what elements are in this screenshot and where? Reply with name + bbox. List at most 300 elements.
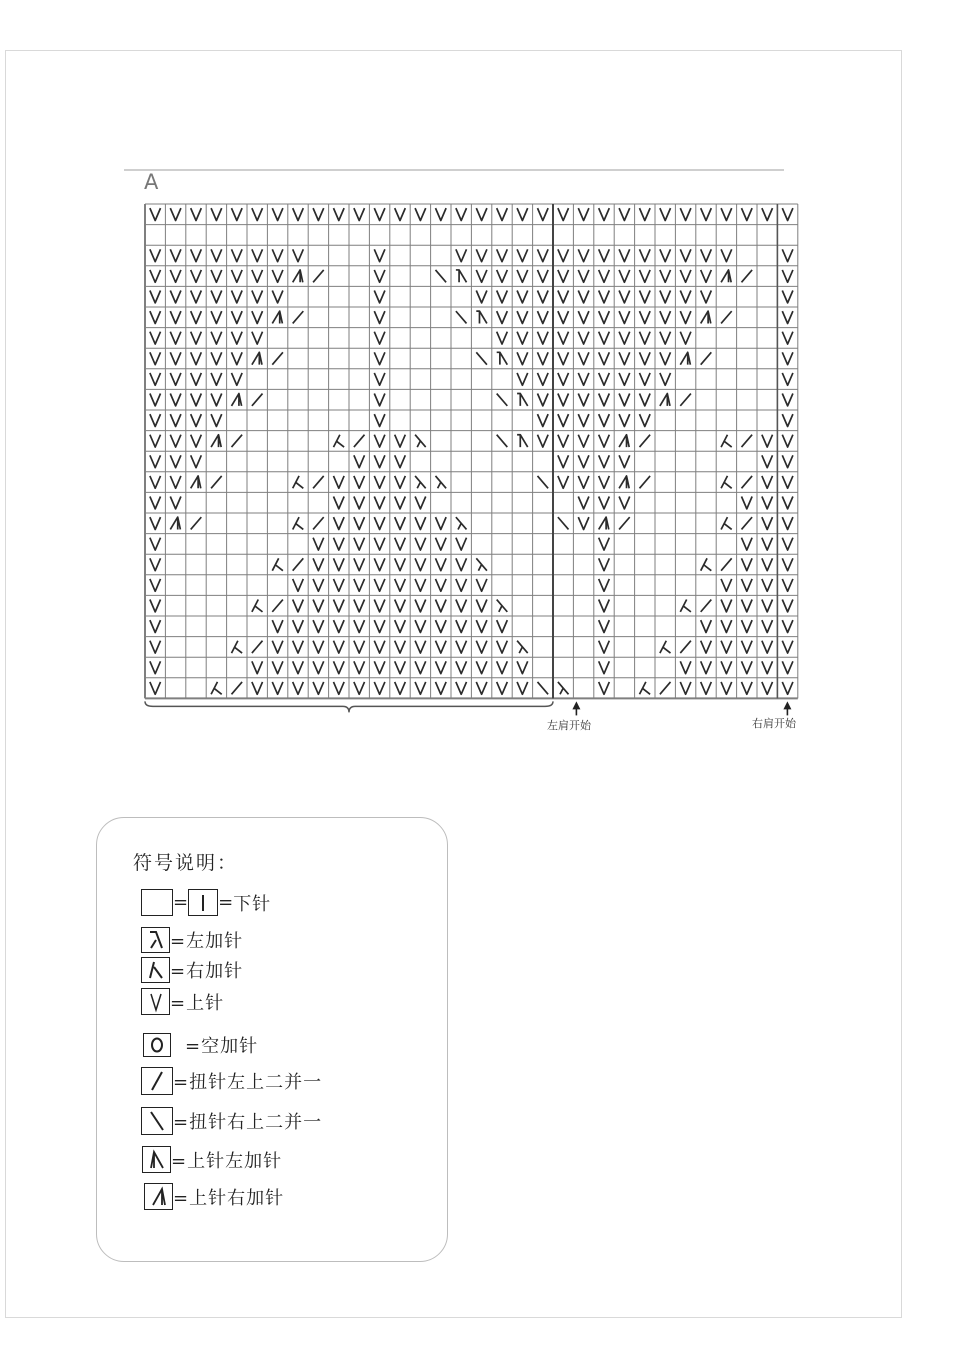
right-increase-symbol — [721, 435, 732, 447]
purl-symbol — [395, 435, 406, 447]
purl-symbol — [415, 641, 426, 653]
purl-symbol — [639, 373, 650, 385]
purl-symbol — [374, 497, 385, 509]
purl-symbol — [537, 249, 548, 261]
left-shoulder-arrow-icon — [572, 701, 580, 709]
purl-symbol — [415, 497, 426, 509]
purl-symbol — [599, 641, 610, 653]
purl-symbol — [558, 435, 569, 447]
purl-symbol — [170, 208, 181, 220]
purl-symbol — [660, 270, 671, 282]
purl-symbol — [782, 641, 793, 653]
twist-left-dec-symbol — [231, 435, 242, 447]
purl-symbol — [578, 311, 589, 323]
purl-symbol — [252, 682, 263, 694]
purl-symbol — [435, 682, 446, 694]
purl-symbol — [231, 291, 242, 303]
purl-symbol — [578, 208, 589, 220]
purl-symbol — [170, 311, 181, 323]
legend-item-twist-left — [141, 1067, 322, 1095]
purl-right-inc-symbol — [191, 476, 201, 488]
purl-symbol — [150, 476, 161, 488]
purl-symbol — [313, 208, 324, 220]
purl-right-inc-symbol — [252, 352, 262, 364]
purl-symbol — [578, 455, 589, 467]
knit-plain-icon — [141, 889, 173, 916]
purl-symbol — [150, 270, 161, 282]
purl-symbol — [395, 497, 406, 509]
twist-left-dec-symbol — [293, 558, 304, 570]
purl-symbol — [333, 620, 344, 632]
purl-symbol — [170, 435, 181, 447]
purl-symbol — [517, 682, 528, 694]
purl-symbol — [211, 332, 222, 344]
twist-left-dec-symbol — [252, 394, 263, 406]
purl-symbol — [762, 476, 773, 488]
purl-symbol — [374, 455, 385, 467]
purl-symbol — [639, 311, 650, 323]
purl-symbol — [578, 517, 589, 529]
purl-symbol — [762, 558, 773, 570]
purl-symbol — [170, 332, 181, 344]
purl-symbol — [476, 620, 487, 632]
purl-symbol — [374, 517, 385, 529]
purl-symbol — [639, 270, 650, 282]
purl-symbol — [497, 291, 508, 303]
purl-symbol — [415, 620, 426, 632]
purl-symbol — [599, 600, 610, 612]
purl-symbol — [374, 641, 385, 653]
purl-left-inc-symbol — [476, 311, 487, 323]
yarn-over-icon — [143, 1033, 171, 1057]
purl-symbol — [517, 373, 528, 385]
purl-symbol — [537, 394, 548, 406]
purl-symbol — [741, 661, 752, 673]
purl-right-inc-symbol — [211, 435, 221, 447]
purl-symbol — [782, 249, 793, 261]
purl-symbol — [782, 352, 793, 364]
purl-symbol — [252, 249, 263, 261]
purl-symbol — [497, 311, 508, 323]
purl-symbol — [476, 270, 487, 282]
purl-symbol — [354, 600, 365, 612]
purl-symbol — [537, 414, 548, 426]
purl-right-inc-symbol — [293, 270, 303, 282]
twist-left-dec-symbol — [741, 270, 752, 282]
purl-symbol — [639, 332, 650, 344]
purl-symbol — [333, 558, 344, 570]
purl-symbol — [395, 620, 406, 632]
purl-symbol — [701, 291, 712, 303]
purl-symbol — [517, 270, 528, 282]
purl-symbol — [701, 208, 712, 220]
purl-symbol — [231, 249, 242, 261]
purl-symbol — [231, 311, 242, 323]
purl-symbol — [272, 661, 283, 673]
purl-symbol — [762, 600, 773, 612]
purl-symbol — [354, 579, 365, 591]
legend-item-right-increase — [141, 957, 243, 983]
purl-symbol — [354, 208, 365, 220]
purl-symbol — [721, 579, 732, 591]
purl-symbol — [599, 620, 610, 632]
legend-text-knit: 下针 — [233, 893, 272, 915]
purl-symbol — [252, 661, 263, 673]
purl-symbol — [150, 332, 161, 344]
purl-symbol — [619, 332, 630, 344]
legend-text-purl-left-inc: =上针左加针 — [171, 1150, 283, 1172]
purl-symbol — [701, 270, 712, 282]
purl-symbol — [272, 682, 283, 694]
purl-symbol — [762, 538, 773, 550]
purl-symbol — [395, 641, 406, 653]
purl-symbol — [701, 249, 712, 261]
purl-symbol — [599, 435, 610, 447]
purl-symbol — [395, 538, 406, 550]
purl-symbol — [476, 208, 487, 220]
right-increase-symbol — [721, 476, 732, 488]
twist-left-dec-icon — [141, 1067, 173, 1095]
purl-symbol — [395, 476, 406, 488]
legend-text-twist-right: =扭针右上二并一 — [173, 1112, 323, 1133]
purl-symbol — [762, 579, 773, 591]
purl-symbol — [537, 208, 548, 220]
purl-symbol — [782, 394, 793, 406]
right-increase-symbol — [231, 641, 242, 653]
twist-left-dec-symbol — [272, 352, 283, 364]
twist-right-dec-symbol — [537, 476, 548, 488]
purl-symbol — [599, 558, 610, 570]
purl-symbol — [374, 476, 385, 488]
purl-symbol — [150, 311, 161, 323]
purl-symbol — [680, 208, 691, 220]
right-shoulder-label: 右肩开始 — [752, 717, 796, 730]
purl-symbol — [721, 208, 732, 220]
purl-symbol — [578, 249, 589, 261]
purl-symbol — [333, 579, 344, 591]
purl-symbol — [578, 270, 589, 282]
purl-symbol — [476, 600, 487, 612]
twist-right-dec-symbol — [497, 394, 508, 406]
purl-symbol — [517, 311, 528, 323]
purl-symbol — [415, 600, 426, 612]
purl-symbol — [150, 579, 161, 591]
purl-symbol — [374, 682, 385, 694]
purl-symbol — [374, 661, 385, 673]
purl-symbol — [782, 517, 793, 529]
purl-symbol — [211, 352, 222, 364]
purl-symbol — [170, 373, 181, 385]
purl-symbol — [517, 332, 528, 344]
purl-symbol — [782, 332, 793, 344]
purl-symbol — [680, 332, 691, 344]
right-increase-symbol — [660, 641, 671, 653]
purl-symbol — [170, 352, 181, 364]
purl-symbol — [456, 620, 467, 632]
purl-symbol — [150, 249, 161, 261]
purl-symbol — [741, 208, 752, 220]
legend-item-purl — [141, 988, 224, 1015]
twist-left-dec-symbol — [211, 476, 222, 488]
purl-symbol — [639, 414, 650, 426]
purl-symbol — [456, 249, 467, 261]
purl-symbol — [191, 352, 202, 364]
legend-text-left-increase: =左加针 — [170, 931, 244, 952]
purl-symbol — [456, 579, 467, 591]
purl-symbol — [639, 249, 650, 261]
left-increase-symbol — [456, 517, 467, 529]
purl-left-inc-icon — [142, 1146, 171, 1173]
purl-symbol — [537, 311, 548, 323]
purl-symbol — [456, 208, 467, 220]
purl-symbol — [191, 455, 202, 467]
legend-item-purl-left-inc — [142, 1146, 282, 1173]
purl-symbol — [782, 208, 793, 220]
purl-symbol — [558, 373, 569, 385]
purl-symbol — [558, 455, 569, 467]
purl-symbol — [762, 661, 773, 673]
purl-symbol — [741, 682, 752, 694]
purl-symbol — [191, 249, 202, 261]
purl-icon — [141, 988, 170, 1015]
purl-symbol — [517, 291, 528, 303]
purl-symbol — [558, 249, 569, 261]
purl-symbol — [150, 538, 161, 550]
purl-symbol — [701, 641, 712, 653]
purl-symbol — [558, 208, 569, 220]
purl-symbol — [374, 538, 385, 550]
purl-symbol — [619, 455, 630, 467]
purl-left-inc-symbol — [517, 394, 528, 406]
right-increase-symbol — [333, 435, 344, 447]
purl-symbol — [680, 311, 691, 323]
purl-symbol — [395, 517, 406, 529]
purl-right-inc-symbol — [680, 352, 690, 364]
twist-left-dec-symbol — [313, 270, 324, 282]
purl-symbol — [395, 600, 406, 612]
purl-symbol — [313, 600, 324, 612]
purl-symbol — [313, 579, 324, 591]
purl-symbol — [150, 620, 161, 632]
purl-symbol — [374, 435, 385, 447]
purl-symbol — [374, 270, 385, 282]
purl-symbol — [476, 249, 487, 261]
purl-symbol — [517, 249, 528, 261]
purl-symbol — [150, 600, 161, 612]
purl-symbol — [782, 682, 793, 694]
purl-symbol — [599, 270, 610, 282]
purl-symbol — [741, 497, 752, 509]
purl-symbol — [680, 270, 691, 282]
purl-symbol — [578, 394, 589, 406]
purl-symbol — [333, 476, 344, 488]
purl-symbol — [476, 641, 487, 653]
purl-symbol — [578, 476, 589, 488]
left-increase-icon — [141, 927, 170, 953]
twist-left-dec-symbol — [191, 517, 202, 529]
purl-symbol — [456, 641, 467, 653]
twist-left-dec-symbol — [313, 476, 324, 488]
purl-symbol — [660, 352, 671, 364]
right-increase-symbol — [252, 600, 263, 612]
purl-symbol — [537, 270, 548, 282]
right-shoulder-arrow-icon — [783, 701, 791, 709]
twist-left-dec-symbol — [354, 435, 365, 447]
purl-symbol — [497, 682, 508, 694]
purl-symbol — [762, 208, 773, 220]
twist-left-dec-symbol — [639, 476, 650, 488]
purl-symbol — [150, 661, 161, 673]
purl-right-inc-symbol — [619, 476, 629, 488]
purl-symbol — [211, 291, 222, 303]
purl-symbol — [293, 641, 304, 653]
purl-symbol — [333, 600, 344, 612]
left-increase-symbol — [415, 435, 426, 447]
purl-symbol — [170, 497, 181, 509]
purl-symbol — [476, 579, 487, 591]
purl-symbol — [456, 682, 467, 694]
purl-symbol — [762, 517, 773, 529]
purl-symbol — [313, 682, 324, 694]
purl-symbol — [231, 208, 242, 220]
purl-symbol — [395, 208, 406, 220]
purl-symbol — [374, 558, 385, 570]
purl-symbol — [435, 538, 446, 550]
purl-symbol — [578, 373, 589, 385]
purl-symbol — [782, 600, 793, 612]
right-increase-symbol — [293, 476, 304, 488]
purl-symbol — [721, 600, 732, 612]
purl-symbol — [170, 455, 181, 467]
purl-symbol — [293, 579, 304, 591]
purl-symbol — [211, 270, 222, 282]
twist-left-dec-symbol — [293, 311, 304, 323]
purl-symbol — [537, 435, 548, 447]
legend-text-yarn-over: =空加针 — [185, 1036, 259, 1057]
twist-right-dec-symbol — [476, 352, 487, 364]
purl-symbol — [191, 373, 202, 385]
purl-symbol — [619, 249, 630, 261]
purl-symbol — [537, 373, 548, 385]
purl-symbol — [599, 579, 610, 591]
purl-symbol — [333, 208, 344, 220]
purl-symbol — [415, 558, 426, 570]
legend-item-twist-right — [141, 1107, 322, 1135]
purl-symbol — [293, 620, 304, 632]
purl-symbol — [721, 682, 732, 694]
purl-symbol — [272, 208, 283, 220]
purl-symbol — [456, 600, 467, 612]
twist-left-dec-symbol — [313, 517, 324, 529]
right-increase-symbol — [272, 558, 283, 570]
legend-item-yarn-over — [143, 1032, 258, 1058]
purl-symbol — [599, 661, 610, 673]
purl-symbol — [497, 270, 508, 282]
purl-symbol — [354, 517, 365, 529]
purl-symbol — [313, 661, 324, 673]
purl-symbol — [599, 538, 610, 550]
purl-symbol — [211, 208, 222, 220]
purl-symbol — [741, 538, 752, 550]
purl-symbol — [415, 208, 426, 220]
purl-symbol — [293, 682, 304, 694]
purl-symbol — [252, 311, 263, 323]
twist-left-dec-symbol — [741, 517, 752, 529]
purl-symbol — [558, 332, 569, 344]
purl-symbol — [517, 352, 528, 364]
purl-symbol — [395, 579, 406, 591]
purl-symbol — [374, 620, 385, 632]
purl-symbol — [313, 641, 324, 653]
purl-right-inc-symbol — [701, 311, 711, 323]
purl-symbol — [599, 208, 610, 220]
purl-symbol — [599, 352, 610, 364]
purl-symbol — [354, 558, 365, 570]
purl-symbol — [435, 641, 446, 653]
purl-symbol — [599, 291, 610, 303]
purl-symbol — [415, 517, 426, 529]
purl-symbol — [231, 270, 242, 282]
purl-symbol — [680, 682, 691, 694]
purl-symbol — [211, 394, 222, 406]
purl-symbol — [354, 682, 365, 694]
purl-symbol — [435, 661, 446, 673]
purl-symbol — [191, 208, 202, 220]
purl-symbol — [170, 249, 181, 261]
purl-symbol — [558, 311, 569, 323]
purl-symbol — [619, 414, 630, 426]
purl-symbol — [741, 558, 752, 570]
purl-symbol — [415, 661, 426, 673]
purl-symbol — [374, 373, 385, 385]
purl-right-inc-symbol — [721, 270, 731, 282]
purl-symbol — [252, 208, 263, 220]
twist-right-dec-symbol — [497, 435, 508, 447]
purl-symbol — [497, 208, 508, 220]
purl-symbol — [313, 558, 324, 570]
purl-right-inc-icon — [144, 1183, 173, 1210]
purl-symbol — [150, 352, 161, 364]
purl-symbol — [170, 291, 181, 303]
purl-symbol — [578, 497, 589, 509]
purl-right-inc-symbol — [231, 394, 241, 406]
purl-symbol — [150, 641, 161, 653]
purl-symbol — [456, 558, 467, 570]
purl-symbol — [537, 332, 548, 344]
purl-symbol — [272, 641, 283, 653]
twist-left-dec-symbol — [721, 311, 732, 323]
right-increase-symbol — [721, 517, 732, 529]
purl-symbol — [354, 641, 365, 653]
purl-symbol — [619, 208, 630, 220]
purl-symbol — [619, 373, 630, 385]
purl-symbol — [293, 661, 304, 673]
purl-symbol — [252, 291, 263, 303]
legend-text-twist-left: =扭针左上二并一 — [173, 1072, 323, 1093]
purl-symbol — [231, 352, 242, 364]
purl-symbol — [170, 476, 181, 488]
purl-symbol — [333, 538, 344, 550]
twist-left-dec-symbol — [701, 352, 712, 364]
purl-symbol — [476, 682, 487, 694]
purl-symbol — [374, 208, 385, 220]
purl-symbol — [782, 476, 793, 488]
purl-symbol — [701, 620, 712, 632]
twist-left-dec-symbol — [252, 641, 263, 653]
purl-symbol — [435, 579, 446, 591]
purl-symbol — [517, 661, 528, 673]
purl-symbol — [558, 352, 569, 364]
